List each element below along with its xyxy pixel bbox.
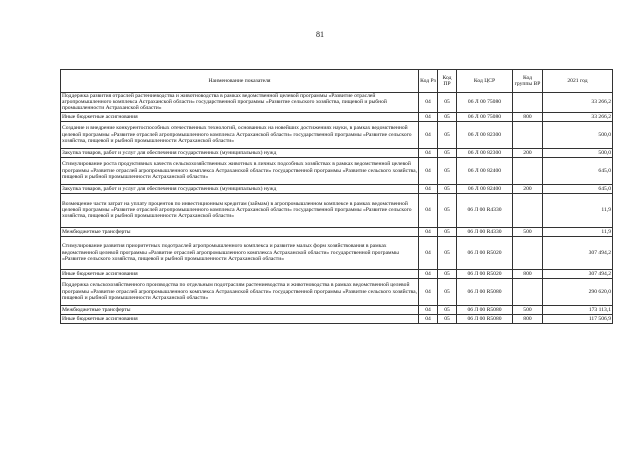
row-pr: 05: [438, 193, 457, 227]
table-body: [61, 93, 613, 324]
row-vr: [513, 157, 543, 184]
row-vr: 200: [513, 148, 543, 157]
row-amount: 307 494,2: [543, 269, 613, 278]
row-csr: 06 Л 00 75080: [457, 112, 513, 121]
row-name: Межбюджетные трансферты: [61, 305, 419, 314]
row-csr: 06 Л 00 R5080: [457, 314, 513, 323]
table-row: [61, 112, 613, 121]
row-rz: 04: [419, 236, 438, 269]
row-vr: 800: [513, 314, 543, 323]
row-rz: 04: [419, 121, 438, 148]
table-row: [61, 93, 613, 113]
row-csr: 06 Л 00 R4330: [457, 193, 513, 227]
header-pr: Код ПР: [438, 70, 457, 93]
row-vr: [513, 93, 543, 113]
header-vr: Код группы ВР: [513, 70, 543, 93]
row-name: Создание и внедрение конкурентоспособных отечественных технологий, основанных на новейших достижениях науки, в рамках ведомственной целевой программы «Развитие отраслей агропромышленного комплекса Астраханской области» государственной программы «Развитие сельского хозяйства, пищевой и рыбной промышленности Астраханской области»: [61, 121, 419, 148]
table-row: [61, 269, 613, 278]
row-rz: 04: [419, 227, 438, 236]
row-amount: 500,0: [543, 148, 613, 157]
row-name: Стимулирование развития приоритетных подотраслей агропромышленного комплекса и развитие малых форм хозяйствования в рамках ведомственной целевой программы «Развитие отраслей агропромышленного комплекса Астраханской области» государственной программы «Развитие сельского хозяйства, пищевой и рыбной промышленности Астраханской области»: [61, 236, 419, 269]
header-year: 2021 год: [543, 70, 613, 93]
row-csr: 06 Л 00 75080: [457, 93, 513, 113]
table-row: [61, 121, 613, 148]
row-vr: 800: [513, 112, 543, 121]
row-amount: 33 266,2: [543, 93, 613, 113]
row-pr: 05: [438, 269, 457, 278]
row-amount: 33 266,2: [543, 112, 613, 121]
row-rz: 04: [419, 157, 438, 184]
row-amount: 645,0: [543, 157, 613, 184]
row-name: Закупка товаров, работ и услуг для обеспечения государственных (муниципальных) нужд: [61, 148, 419, 157]
row-vr: 500: [513, 227, 543, 236]
row-rz: 04: [419, 112, 438, 121]
row-amount: 645,0: [543, 184, 613, 193]
row-pr: 05: [438, 305, 457, 314]
row-pr: 05: [438, 157, 457, 184]
table-row: [61, 227, 613, 236]
row-csr: 06 Л 00 82300: [457, 121, 513, 148]
row-rz: 04: [419, 184, 438, 193]
row-vr: [513, 121, 543, 148]
row-pr: 05: [438, 112, 457, 121]
table-row: [61, 236, 613, 269]
row-csr: 06 Л 00 82400: [457, 157, 513, 184]
row-rz: 04: [419, 193, 438, 227]
row-amount: 11,9: [543, 193, 613, 227]
row-pr: 05: [438, 236, 457, 269]
row-name: Закупка товаров, работ и услуг для обеспечения государственных (муниципальных) нужд: [61, 184, 419, 193]
row-rz: 04: [419, 314, 438, 323]
table-row: [61, 314, 613, 323]
row-pr: 05: [438, 93, 457, 113]
table-header-row: [61, 70, 613, 93]
table-row: [61, 184, 613, 193]
row-rz: 04: [419, 269, 438, 278]
header-name: Наименование показателя: [61, 70, 419, 93]
header-rz: Код Рз: [419, 70, 438, 93]
row-vr: 500: [513, 305, 543, 314]
row-csr: 06 Л 00 82300: [457, 148, 513, 157]
row-rz: 04: [419, 305, 438, 314]
row-name: Иные бюджетные ассигнования: [61, 112, 419, 121]
row-csr: 06 Л 00 R5080: [457, 305, 513, 314]
table-row: [61, 278, 613, 305]
row-pr: 05: [438, 184, 457, 193]
row-csr: 06 Л 00 82400: [457, 184, 513, 193]
row-name: Поддержка сельскохозяйственного производства по отдельным подотраслям растениеводства и животноводства в рамках ведомственной целевой программы «Развитие отраслей агропромышленного комплекса Астраханской области» государственной программы «Развитие сельского хозяйства, пищевой и рыбной промышленности Астраханской области»: [61, 278, 419, 305]
row-vr: [513, 236, 543, 269]
row-amount: 500,0: [543, 121, 613, 148]
row-csr: 06 Л 00 R4330: [457, 227, 513, 236]
row-name: Поддержка развития отраслей растениеводства и животноводства в рамках ведомственной целевой программы «Развитие отраслей агропромышленного комплекса Астраханской области» государственной программы «Развитие сельского хозяйства, пищевой и рыбной промышленности Астраханской области»: [61, 93, 419, 113]
row-amount: 290 620,0: [543, 278, 613, 305]
row-csr: 06 Л 00 R5020: [457, 269, 513, 278]
row-name: Межбюджетные трансферты: [61, 227, 419, 236]
page-number: 81: [316, 30, 324, 39]
row-amount: 307 494,2: [543, 236, 613, 269]
row-amount: 173 113,1: [543, 305, 613, 314]
row-name: Иные бюджетные ассигнования: [61, 269, 419, 278]
table-row: [61, 305, 613, 314]
row-name: Иные бюджетные ассигнования: [61, 314, 419, 323]
table-row: [61, 148, 613, 157]
row-name: Стимулирование роста продуктивных качеств сельскохозяйственных животных в личных подсобных хозяйствах в рамках ведомственной целевой программы «Развитие отраслей агропромышленного комплекса Астраханской области» государственной программы «Развитие сельского хозяйства, пищевой и рыбной промышленности Астраханской области»: [61, 157, 419, 184]
row-vr: [513, 193, 543, 227]
row-name: Возмещение части затрат на уплату процентов по инвестиционным кредитам (займам) в агропромышленном комплексе в рамках ведомственной целевой программы «Развитие отраслей агропромышленного комплекса Астраханской области» государственной программы «Развитие сельского хозяйства, пищевой и рыбной промышленности Астраханской области»: [61, 193, 419, 227]
row-pr: 05: [438, 278, 457, 305]
row-vr: 800: [513, 269, 543, 278]
row-pr: 05: [438, 148, 457, 157]
row-vr: 200: [513, 184, 543, 193]
row-pr: 05: [438, 121, 457, 148]
row-amount: 117 506,9: [543, 314, 613, 323]
row-rz: 04: [419, 148, 438, 157]
row-pr: 05: [438, 227, 457, 236]
row-vr: [513, 278, 543, 305]
budget-table: [60, 69, 613, 324]
header-csr: Код ЦСР: [457, 70, 513, 93]
row-amount: 11,9: [543, 227, 613, 236]
row-pr: 05: [438, 314, 457, 323]
row-rz: 04: [419, 93, 438, 113]
row-csr: 06 Л 00 R5020: [457, 236, 513, 269]
table-row: [61, 193, 613, 227]
table-row: [61, 157, 613, 184]
row-csr: 06 Л 00 R5080: [457, 278, 513, 305]
row-rz: 04: [419, 278, 438, 305]
